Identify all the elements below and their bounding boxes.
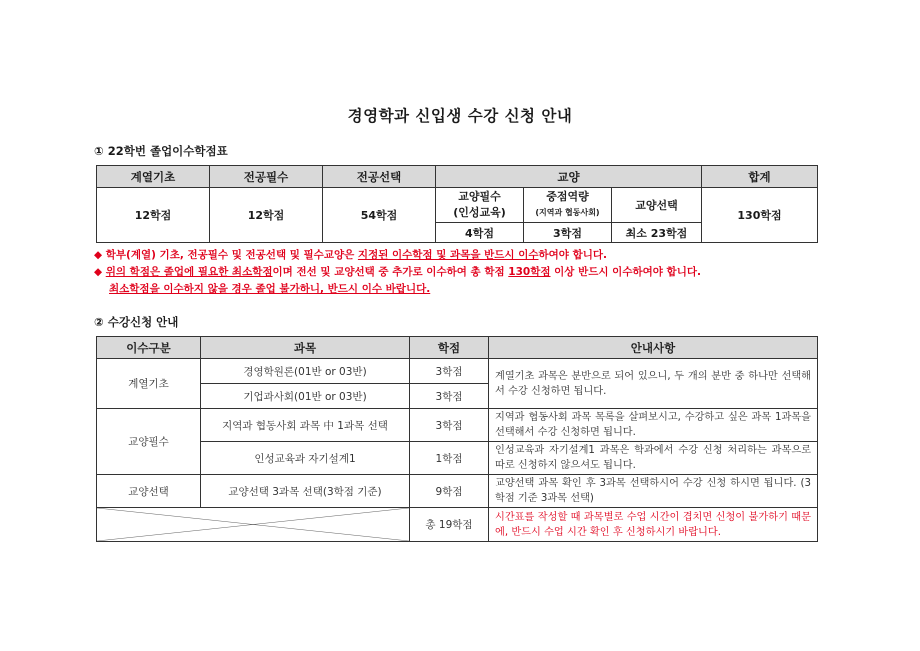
value-cell: 54학점 — [323, 188, 436, 243]
credit-cell: 9학점 — [410, 475, 489, 508]
empty-crossed-cell — [97, 508, 410, 542]
credit-cell: 3학점 — [410, 359, 489, 384]
table-row — [97, 508, 818, 542]
table-row — [97, 359, 818, 384]
header-cell: 교양 — [436, 166, 702, 188]
table-row — [97, 409, 818, 442]
course-cell: 지역과 협동사회 과목 中 1과목 선택 — [201, 409, 410, 442]
note-3: 최소학점을 이수하지 않을 경우 졸업 불가하니, 반드시 이수 바랍니다. — [109, 283, 431, 295]
value-cell: 최소 23학점 — [612, 223, 702, 243]
diamond-bullet-icon: ◆ — [94, 249, 106, 261]
value-cell: 130학점 — [702, 188, 818, 243]
info-cell: 인성교육과 자기설계1 과목은 학과에서 수강 신청 처리하는 과목으로 따로 신청하지 않으셔도 됩니다. — [489, 442, 818, 475]
header-cell: 합계 — [702, 166, 818, 188]
category-cell: 계열기초 — [97, 359, 201, 409]
page-title: 경영학과 신입생 수강 신청 안내 — [347, 107, 573, 125]
course-registration-table — [96, 336, 818, 542]
note-2: ◆ 위의 학점은 졸업에 필요한 최소학점이며 전선 및 교양선택 중 추가로 이수하여 총 학점 130학점 이상 반드시 이수하여야 합니다. — [94, 266, 701, 278]
sub-header-cell: 교양선택 — [612, 188, 702, 223]
value-cell: 12학점 — [97, 188, 210, 243]
table-row — [97, 475, 818, 508]
warning-info-cell: 시간표를 작성할 때 과목별로 수업 시간이 겹치면 신청이 불가하기 때문에, 반드시 수업 시간 확인 후 신청하시기 바랍니다. — [489, 508, 818, 542]
sub-header-line: 교양필수 — [458, 190, 501, 203]
header-cell: 계열기초 — [97, 166, 210, 188]
sub-header-line: (지역과 협동사회) — [535, 208, 600, 217]
section1-title: ① 22학번 졸업이수학점표 — [94, 144, 228, 158]
header-cell: 이수구분 — [97, 337, 201, 359]
note-1: ◆ 학부(계열) 기초, 전공필수 및 전공선택 및 필수교양은 지정된 이수학점 및 과목을 반드시 이수하여야 합니다. — [94, 249, 608, 261]
value-cell: 3학점 — [524, 223, 612, 243]
header-cell: 학점 — [410, 337, 489, 359]
credit-cell: 1학점 — [410, 442, 489, 475]
diamond-bullet-icon: ◆ — [94, 266, 106, 278]
graduation-credits-table — [96, 165, 818, 243]
sub-header-cell — [436, 188, 524, 223]
credit-cell: 3학점 — [410, 384, 489, 409]
value-cell: 4학점 — [436, 223, 524, 243]
category-cell: 교양필수 — [97, 409, 201, 475]
header-cell: 전공필수 — [210, 166, 323, 188]
sub-header-cell — [524, 188, 612, 223]
header-cell: 전공선택 — [323, 166, 436, 188]
course-cell: 기업과사회(01반 or 03반) — [201, 384, 410, 409]
section2-title: ② 수강신청 안내 — [94, 315, 179, 329]
info-cell: 교양선택 과목 확인 후 3과목 선택하시어 수강 신청 하시면 됩니다. (3학점 기준 3과목 선택) — [489, 475, 818, 508]
course-cell: 경영학원론(01반 or 03반) — [201, 359, 410, 384]
category-cell: 교양선택 — [97, 475, 201, 508]
info-cell: 지역과 협동사회 과목 목록을 살펴보시고, 수강하고 싶은 과목 1과목을 선택해서 수강 신청하면 됩니다. — [489, 409, 818, 442]
credit-cell: 3학점 — [410, 409, 489, 442]
warning-notes — [94, 247, 701, 298]
sub-header-line: (인성교육) — [453, 206, 506, 219]
table-row — [97, 442, 818, 475]
info-cell: 계열기초 과목은 분반으로 되어 있으니, 두 개의 분반 중 하나만 선택해서 수강 신청하면 됩니다. — [489, 359, 818, 409]
course-cell: 인성교육과 자기설계1 — [201, 442, 410, 475]
total-credit-cell: 총 19학점 — [410, 508, 489, 542]
header-cell: 과목 — [201, 337, 410, 359]
value-cell: 12학점 — [210, 188, 323, 243]
cross-lines-icon — [97, 508, 409, 541]
course-cell: 교양선택 3과목 선택(3학점 기준) — [201, 475, 410, 508]
header-cell: 안내사항 — [489, 337, 818, 359]
sub-header-line: 중점역량 — [546, 190, 589, 203]
